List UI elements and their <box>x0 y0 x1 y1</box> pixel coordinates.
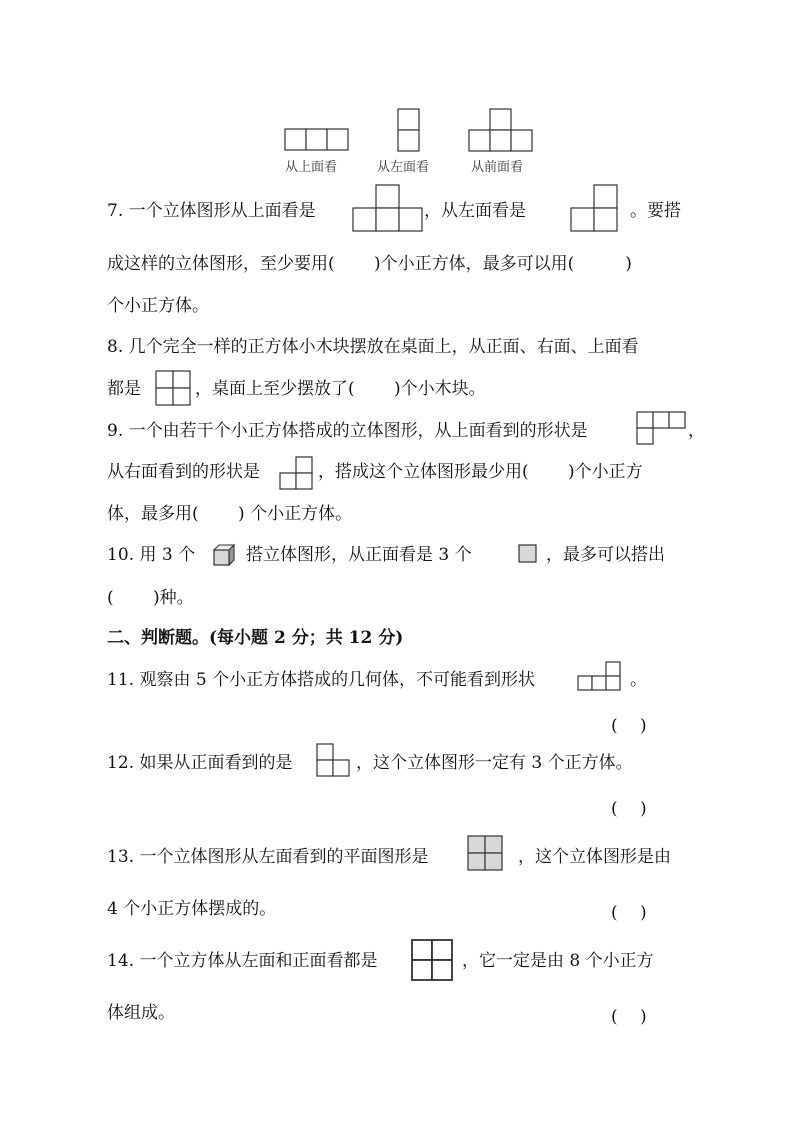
q13-line1a: 13. 一个立体图形从左面看到的平面图形是 <box>107 847 429 867</box>
q9-line3: 体，最多用( ) 个小正方体。 <box>107 504 353 524</box>
q11-shape-figure <box>577 661 623 693</box>
q11-line1a: 11. 观察由 5 个小正方体搭成的几何体，不可能看到形状 <box>107 670 536 690</box>
cube-icon <box>212 543 236 567</box>
q7-text-a: 7. 一个立体图形从上面看是 <box>107 201 316 221</box>
caption-left-view: 从左面看 <box>377 160 430 175</box>
q14-line2: 体组成。 <box>107 1003 175 1023</box>
caption-top-view: 从上面看 <box>285 160 338 175</box>
left-view-figure <box>397 108 421 152</box>
q10-line1c: ，最多可以搭出 <box>546 545 665 565</box>
q9-right-view-figure <box>279 456 315 490</box>
q9-top-view-figure <box>636 411 688 445</box>
q12-line1b: ，这个立体图形一定有 3 个正方体。 <box>356 753 633 773</box>
q12-front-view-figure <box>316 743 352 777</box>
gray-square-icon <box>518 544 538 564</box>
q7-left-view-figure <box>570 184 620 232</box>
q7-text-c: 。要搭 <box>630 201 681 221</box>
q13-line2: 4 个小正方体摆成的。 <box>107 899 277 919</box>
q14-line1b: ，它一定是由 8 个小正方 <box>462 951 654 971</box>
q8-line1: 8. 几个完全一样的正方体小木块摆放在桌面上，从正面、右面、上面看 <box>107 337 639 357</box>
section2-title: 二、判断题。(每小题 2 分；共 12 分) <box>107 628 404 648</box>
top-view-figure <box>284 128 350 152</box>
caption-front-view: 从前面看 <box>471 160 524 175</box>
q14-square-figure <box>411 939 455 981</box>
q14-line1a: 14. 一个立方体从左面和正面看都是 <box>107 951 378 971</box>
q7-line3: 个小正方体。 <box>107 296 209 316</box>
q11-line1b: 。 <box>630 670 647 690</box>
q7-top-view-figure <box>352 184 424 232</box>
q13-answer-paren[interactable]: ( ) <box>611 903 647 923</box>
q9-line1b: ， <box>688 421 705 441</box>
q11-answer-paren[interactable]: ( ) <box>611 716 647 736</box>
front-view-figure <box>468 108 534 152</box>
q10-line1b: 搭立体图形，从正面看是 3 个 <box>246 545 472 565</box>
q7-line1 <box>107 200 316 222</box>
q13-line1b: ，这个立体图形是由 <box>518 847 671 867</box>
q10-line1a: 10. 用 3 个 <box>107 545 196 565</box>
q7-text-b: ，从左面看是 <box>424 201 526 221</box>
q14-answer-paren[interactable]: ( ) <box>611 1007 647 1027</box>
q8-line2b: ，桌面上至少摆放了( )个小木块。 <box>195 379 486 399</box>
q12-line1a: 12. 如果从正面看到的是 <box>107 753 293 773</box>
q12-answer-paren[interactable]: ( ) <box>611 799 647 819</box>
q8-square-figure <box>155 370 191 406</box>
q9-line1a: 9. 一个由若干个小正方体搭成的立体图形，从上面看到的形状是 <box>107 421 588 441</box>
q7-line2: 成这样的立体图形，至少要用( )个小正方体，最多可以用( ) <box>107 254 632 274</box>
q10-line2: ( )种。 <box>107 588 194 608</box>
q9-line2b: ，搭成这个立体图形最少用( )个小正方 <box>318 462 643 482</box>
q8-line2a: 都是 <box>107 379 141 399</box>
q9-line2a: 从右面看到的形状是 <box>107 462 260 482</box>
q13-left-view-figure <box>467 835 503 871</box>
